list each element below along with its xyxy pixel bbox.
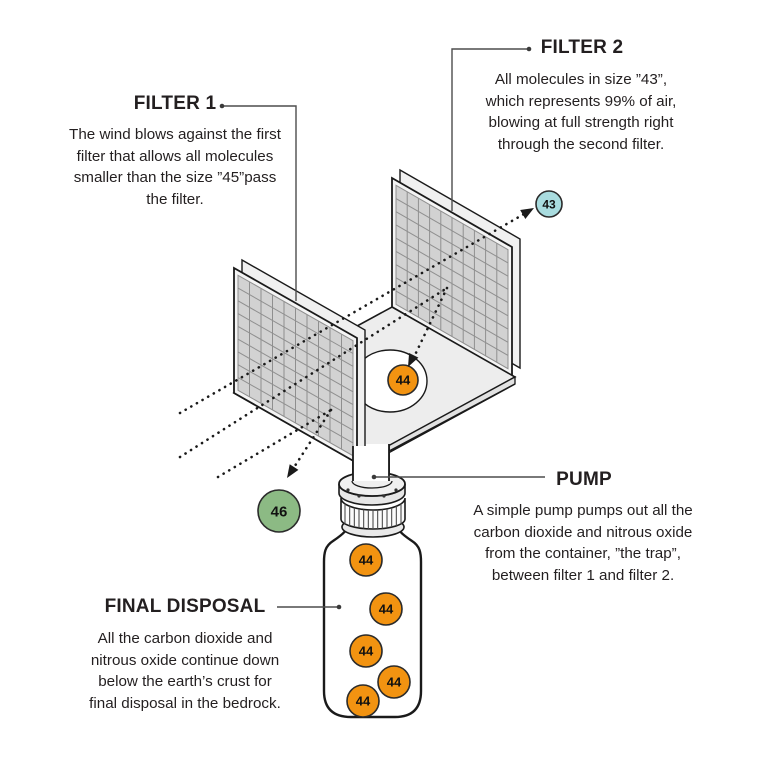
paragraph-line: which represents 99% of air, (485, 92, 677, 110)
final-disposal-description (89, 628, 281, 714)
paragraph-line: All molecules in size ”43”, (494, 71, 668, 88)
arrowhead-to-43 (520, 208, 534, 219)
filter1-heading: FILTER 1 (133, 93, 217, 114)
filter1-panel (234, 260, 365, 463)
final-disposal-heading: FINAL DISPOSAL (104, 596, 266, 617)
paragraph-line: the filter. (146, 190, 204, 208)
paragraph-line: nitrous oxide continue down (90, 651, 280, 669)
svg-text:46: 46 (270, 503, 288, 521)
paragraph-line: The wind blows against the first (69, 126, 281, 143)
filter2-heading: FILTER 2 (540, 37, 624, 58)
pump-heading: PUMP (556, 469, 612, 490)
svg-text:43: 43 (542, 197, 556, 212)
filter1-description (69, 124, 281, 210)
paragraph-line: carbon dioxide and nitrous oxide (473, 523, 693, 541)
arrowhead-to-46 (287, 464, 298, 478)
paragraph-line: final disposal in the bedrock. (89, 694, 281, 712)
paragraph-line: A simple pump pumps out all the (473, 502, 693, 519)
filter2-description (486, 69, 677, 155)
paragraph-line: blowing at full strength right (488, 114, 674, 131)
svg-text:44: 44 (386, 674, 402, 690)
paragraph-line: filter that allows all molecules (76, 147, 274, 165)
svg-text:44: 44 (355, 693, 371, 709)
svg-text:44: 44 (378, 601, 394, 617)
paragraph-line: smaller than the size ”45”pass (73, 169, 277, 186)
svg-text:44: 44 (395, 372, 411, 388)
pump-description (473, 500, 693, 586)
svg-text:44: 44 (358, 552, 374, 568)
paragraph-line: from the container, ”the trap”, (485, 545, 681, 562)
paragraph-line: through the second filter. (497, 135, 665, 153)
paragraph-line: between filter 1 and filter 2. (491, 566, 675, 584)
svg-text:44: 44 (358, 643, 374, 659)
paragraph-line: All the carbon dioxide and (97, 630, 273, 647)
pump-assembly (339, 446, 405, 537)
paragraph-line: below the earth’s crust for (98, 673, 272, 690)
